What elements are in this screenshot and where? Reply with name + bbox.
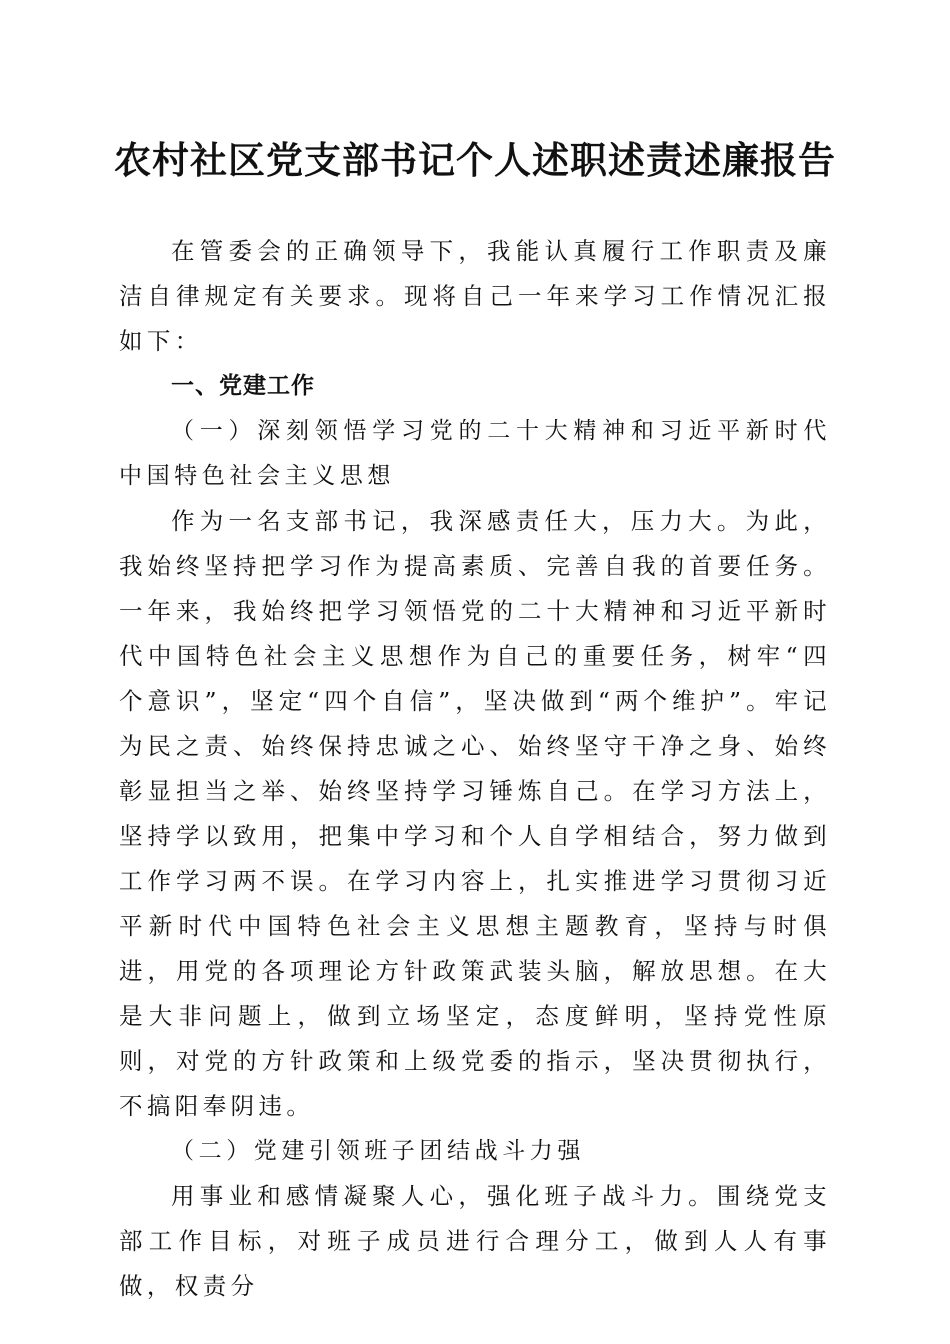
intro-paragraph: 在管委会的正确领导下，我能认真履行工作职责及廉洁自律规定有关要求。现将自己一年来学习工作情况汇报如下： <box>119 237 831 355</box>
document-title: 农村社区党支部书记个人述职述责述廉报告 <box>114 138 836 182</box>
subsection-heading: （二）党建引领班子团结战斗力强 <box>171 1138 585 1164</box>
section-heading: 一、党建工作 <box>171 373 315 399</box>
subsection-heading: （一）深刻领悟学习党的二十大精神和习近平新时代中国特色社会主义思想 <box>119 418 831 489</box>
body-paragraph: 作为一名支部书记，我深感责任大，压力大。为此，我始终坚持把学习作为提高素质、完善自我的首要任务。一年来，我始终把学习领悟党的二十大精神和习近平新时代中国特色社会主义思想作为自己的重要任务，树牢“四个意识”，坚定“四个自信”，坚决做到“两个维护”。牢记为民之责、始终保持忠诚之心、始终坚守干净之身、始终彰显担当之举、始终坚持学习锤炼自己。在学习方法上，坚持学以致用，把集中学习和个人自学相结合，努力做到工作学习两不误。在学习内容上，扎实推进学习贯彻习近平新时代中国特色社会主义思想主题教育，坚持与时俱进，用党的各项理论方针政策武装头脑，解放思想。在大是大非问题上，做到立场坚定，态度鲜明，坚持党性原则，对党的方针政策和上级党委的指示，坚决贯彻执行，不搞阳奉阴违。 <box>119 507 831 1120</box>
body-paragraph: 用事业和感情凝聚人心，强化班子战斗力。围绕党支部工作目标，对班子成员进行合理分工，做到人人有事做，权责分 <box>119 1182 831 1300</box>
document-body <box>119 229 831 1309</box>
